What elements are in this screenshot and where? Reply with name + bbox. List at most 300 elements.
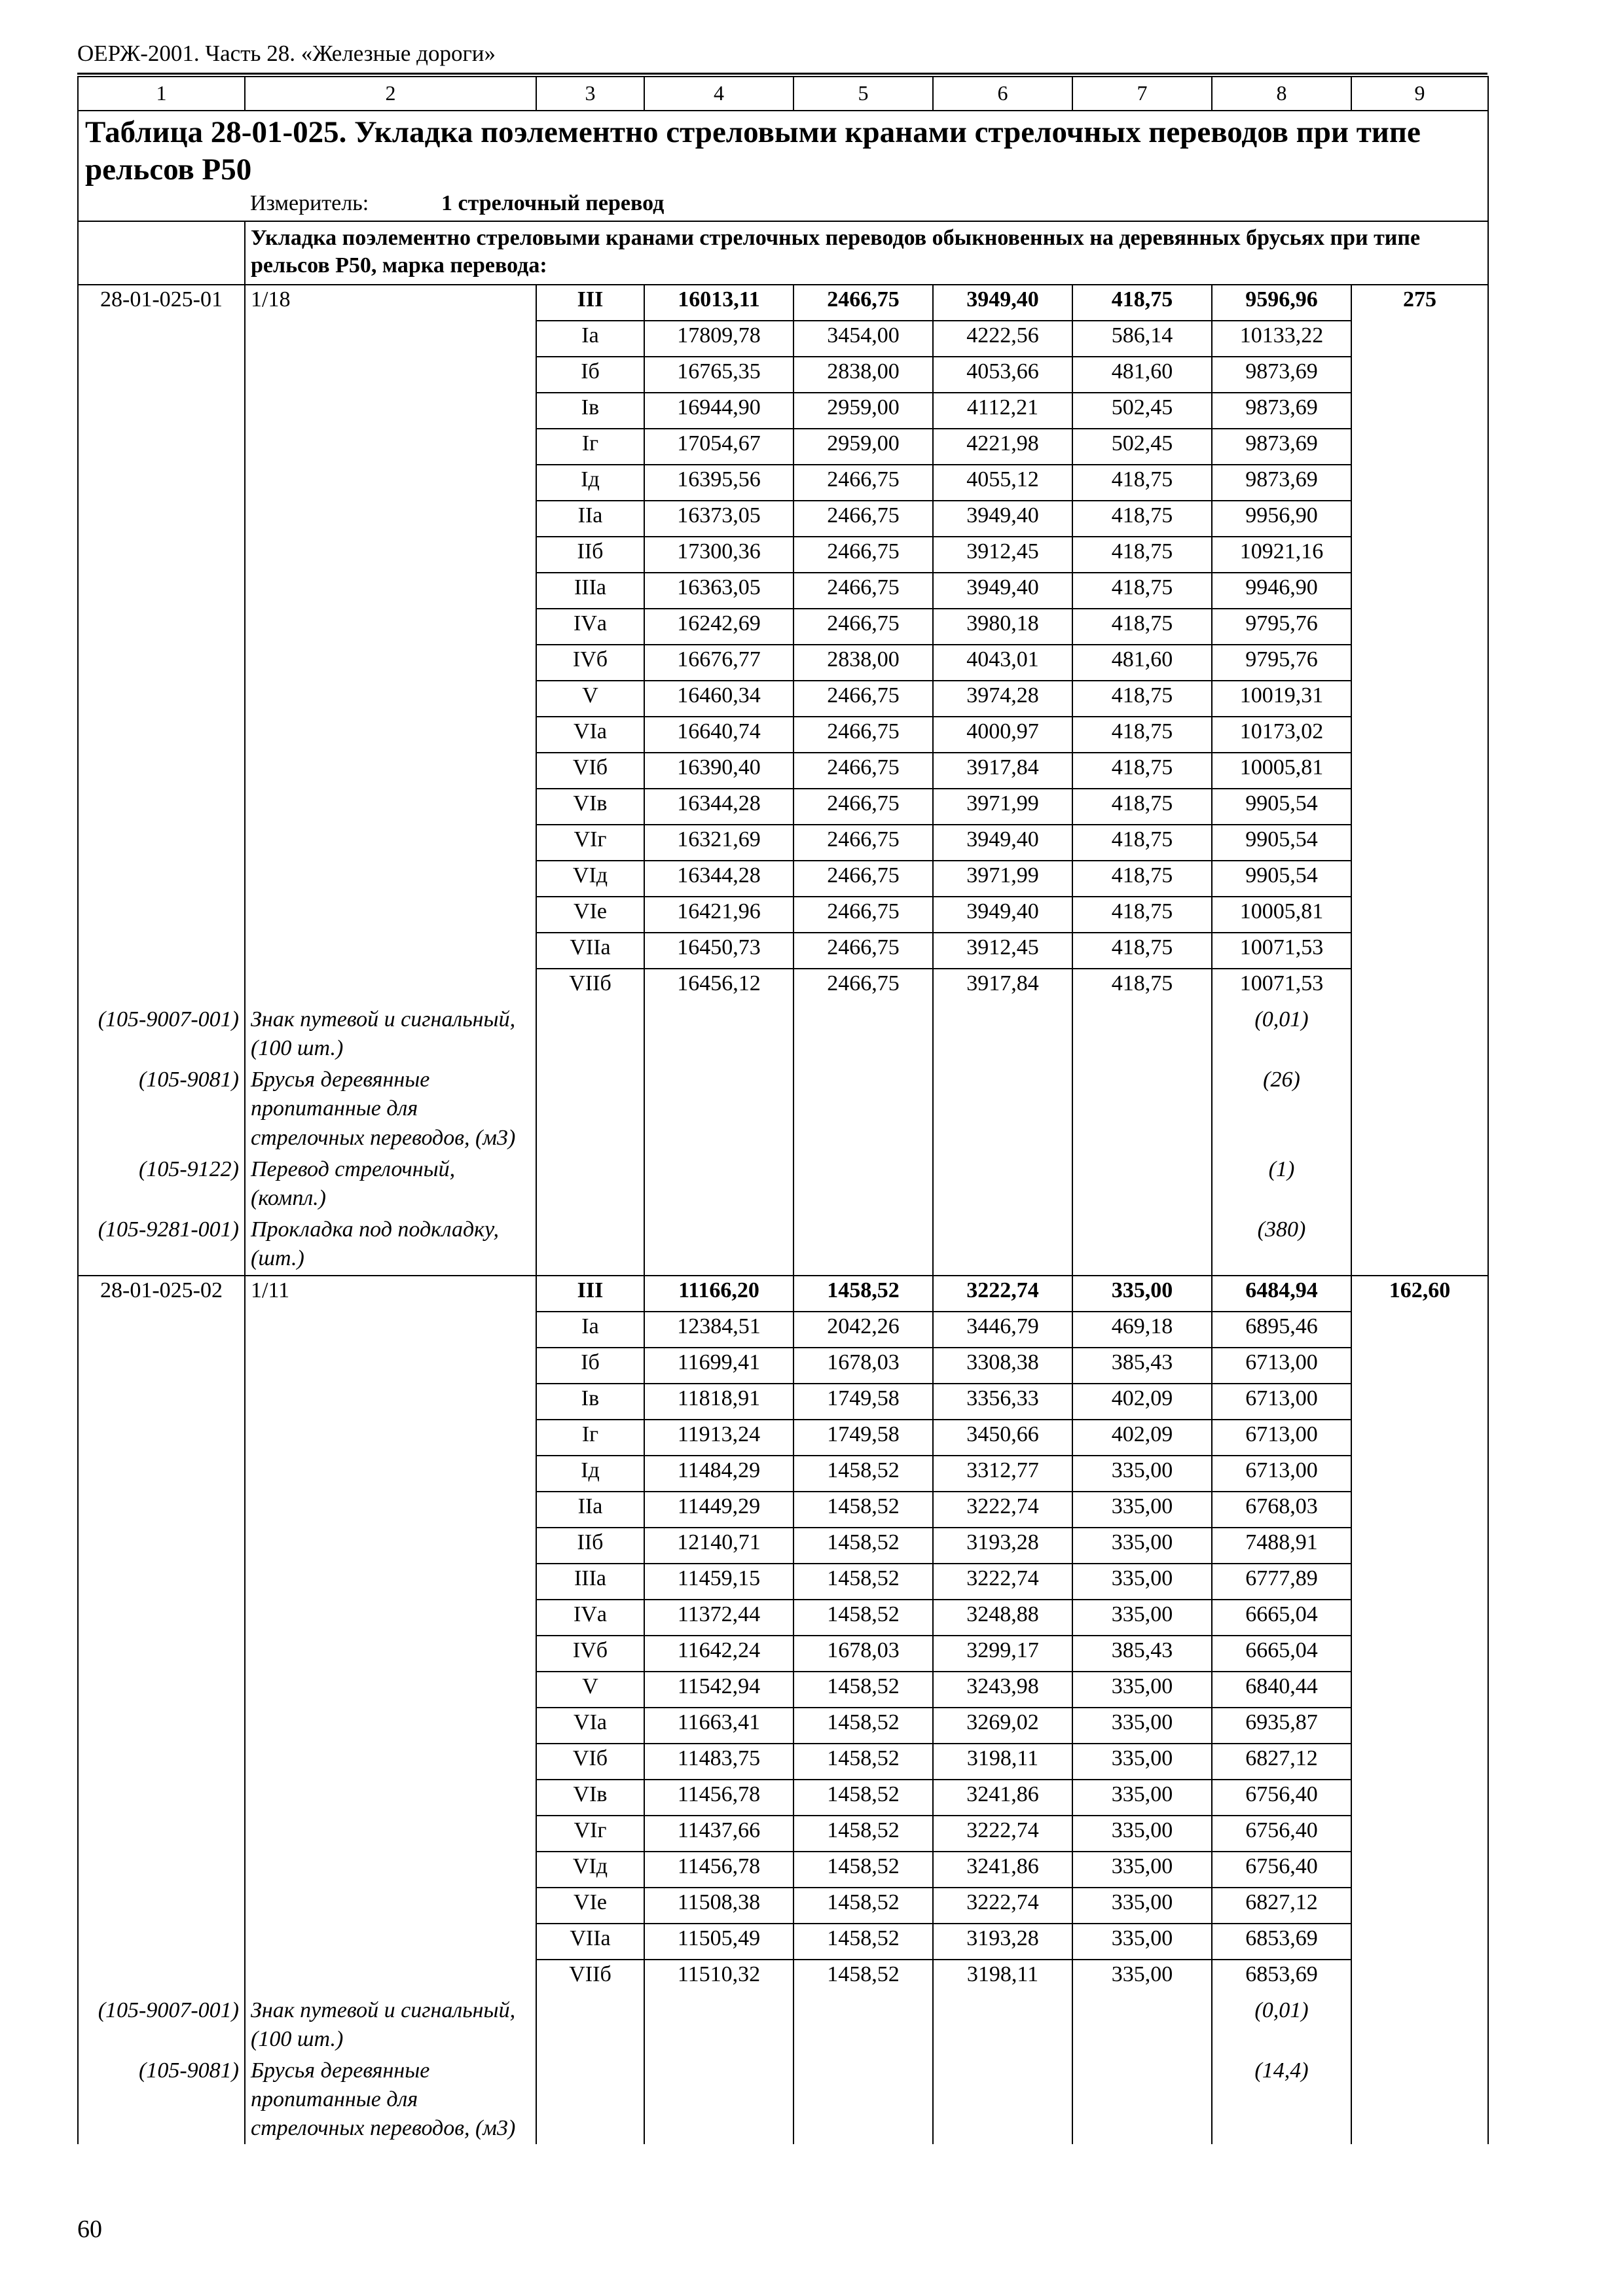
- norm-code-cell: [78, 933, 245, 969]
- table-row: [78, 933, 1488, 969]
- materials-cell: 6827,12: [1212, 1744, 1351, 1780]
- wages-cell: 2466,75: [793, 537, 933, 573]
- machines-cell: 3312,77: [933, 1456, 1072, 1492]
- zone-cell: III: [536, 285, 644, 321]
- switch-mark-cell: [245, 1960, 536, 1995]
- direct-costs-cell: 16676,77: [644, 645, 793, 681]
- table-row: [78, 465, 1488, 501]
- switch-mark-cell: [245, 1420, 536, 1456]
- switch-mark-cell: [245, 1852, 536, 1888]
- norm-code-cell: [78, 861, 245, 897]
- column-number: 9: [1351, 77, 1488, 111]
- empty-cell: [1351, 1995, 1488, 2055]
- machines-cell: 3974,28: [933, 681, 1072, 717]
- table-row: [78, 1420, 1488, 1456]
- norm-code-cell: [78, 825, 245, 861]
- drivers-wages-cell: 418,75: [1072, 861, 1212, 897]
- labor-cost-cell: [1351, 861, 1488, 897]
- zone-cell: VIе: [536, 897, 644, 933]
- labor-cost-cell: [1351, 897, 1488, 933]
- table-row: [78, 681, 1488, 717]
- switch-mark-cell: [245, 1492, 536, 1528]
- empty-cell: [1072, 1995, 1212, 2055]
- empty-cell: [933, 1995, 1072, 2055]
- table-row: [78, 1816, 1488, 1852]
- labor-cost-cell: [1351, 1528, 1488, 1564]
- empty-cell: [793, 1214, 933, 1275]
- zone-cell: IIIа: [536, 1564, 644, 1600]
- zone-cell: VIв: [536, 789, 644, 825]
- zone-cell: VIа: [536, 1708, 644, 1744]
- drivers-wages-cell: 418,75: [1072, 537, 1212, 573]
- zone-cell: IVб: [536, 1636, 644, 1672]
- column-number: 3: [536, 77, 644, 111]
- empty-cell: [933, 1154, 1072, 1214]
- drivers-wages-cell: 469,18: [1072, 1312, 1212, 1348]
- labor-cost-cell: [1351, 969, 1488, 1004]
- materials-cell: 6756,40: [1212, 1816, 1351, 1852]
- table-row: [78, 1888, 1488, 1924]
- direct-costs-cell: 11642,24: [644, 1636, 793, 1672]
- empty-cell: [536, 1004, 644, 1064]
- wages-cell: 2466,75: [793, 501, 933, 537]
- machines-cell: 3980,18: [933, 609, 1072, 645]
- machines-cell: 3198,11: [933, 1744, 1072, 1780]
- direct-costs-cell: 11483,75: [644, 1744, 793, 1780]
- drivers-wages-cell: 335,00: [1072, 1888, 1212, 1924]
- resource-name: Перевод стрелочный, (компл.): [245, 1154, 536, 1214]
- norm-code-cell: [78, 1492, 245, 1528]
- materials-cell: 9905,54: [1212, 789, 1351, 825]
- wages-cell: 1458,52: [793, 1780, 933, 1816]
- norm-code-cell: [78, 573, 245, 609]
- norm-code-cell: [78, 321, 245, 357]
- zone-cell: Iв: [536, 1384, 644, 1420]
- zone-cell: VIIа: [536, 1924, 644, 1960]
- labor-cost-cell: [1351, 1348, 1488, 1384]
- direct-costs-cell: 17809,78: [644, 321, 793, 357]
- column-number: 2: [245, 77, 536, 111]
- norm-code-cell: [78, 429, 245, 465]
- materials-cell: 9946,90: [1212, 573, 1351, 609]
- table-row: [78, 1852, 1488, 1888]
- drivers-wages-cell: 335,00: [1072, 1276, 1212, 1312]
- norm-code-cell: [78, 1744, 245, 1780]
- machines-cell: 3222,74: [933, 1888, 1072, 1924]
- direct-costs-cell: 11699,41: [644, 1348, 793, 1384]
- switch-mark-cell: [245, 1780, 536, 1816]
- labor-cost-cell: [1351, 681, 1488, 717]
- norm-code-cell: [78, 1312, 245, 1348]
- switch-mark-cell: [245, 1456, 536, 1492]
- wages-cell: 1678,03: [793, 1348, 933, 1384]
- wages-cell: 2838,00: [793, 357, 933, 393]
- table-row: [78, 969, 1488, 1004]
- section-title: Укладка поэлементно стреловыми кранами стрелочных переводов обыкновенных на деревянных брусьях при типе рельсов Р50, марка перевода:: [245, 221, 1488, 285]
- machines-cell: 3912,45: [933, 537, 1072, 573]
- table-row: [78, 285, 1488, 321]
- norm-code-cell: [78, 537, 245, 573]
- machines-cell: 3222,74: [933, 1276, 1072, 1312]
- wages-cell: 2466,75: [793, 861, 933, 897]
- drivers-wages-cell: 335,00: [1072, 1564, 1212, 1600]
- empty-cell: [1351, 1154, 1488, 1214]
- drivers-wages-cell: 335,00: [1072, 1924, 1212, 1960]
- empty-cell: [644, 1995, 793, 2055]
- drivers-wages-cell: 418,75: [1072, 753, 1212, 789]
- wages-cell: 1458,52: [793, 1708, 933, 1744]
- drivers-wages-cell: 418,75: [1072, 969, 1212, 1004]
- machines-cell: 4222,56: [933, 321, 1072, 357]
- table-row: [78, 609, 1488, 645]
- direct-costs-cell: 11166,20: [644, 1276, 793, 1312]
- resource-code: (105-9007-001): [78, 1004, 245, 1064]
- direct-costs-cell: 16344,28: [644, 789, 793, 825]
- empty-cell: [536, 1064, 644, 1154]
- direct-costs-cell: 17300,36: [644, 537, 793, 573]
- switch-mark-cell: [245, 1708, 536, 1744]
- drivers-wages-cell: 385,43: [1072, 1348, 1212, 1384]
- table-title: Таблица 28-01-025. Укладка поэлементно стреловыми кранами стрелочных переводов при типе рельсов Р50: [78, 111, 1488, 189]
- drivers-wages-cell: 502,45: [1072, 429, 1212, 465]
- empty-cell: [644, 2055, 793, 2145]
- machines-cell: 4043,01: [933, 645, 1072, 681]
- switch-mark-cell: [245, 537, 536, 573]
- machines-cell: 3198,11: [933, 1960, 1072, 1995]
- labor-cost-cell: [1351, 1636, 1488, 1672]
- norm-code-cell: [78, 1816, 245, 1852]
- materials-cell: 9873,69: [1212, 357, 1351, 393]
- drivers-wages-cell: 335,00: [1072, 1852, 1212, 1888]
- labor-cost-cell: [1351, 393, 1488, 429]
- zone-cell: IVб: [536, 645, 644, 681]
- switch-mark-cell: [245, 1564, 536, 1600]
- machines-cell: 3248,88: [933, 1600, 1072, 1636]
- materials-cell: 6756,40: [1212, 1852, 1351, 1888]
- zone-cell: Iд: [536, 1456, 644, 1492]
- wages-cell: 2042,26: [793, 1312, 933, 1348]
- switch-mark-cell: [245, 1384, 536, 1420]
- zone-cell: VIд: [536, 861, 644, 897]
- zone-cell: IVа: [536, 609, 644, 645]
- table-row: [78, 1384, 1488, 1420]
- empty-cell: [1072, 1214, 1212, 1275]
- switch-mark-cell: [245, 609, 536, 645]
- direct-costs-cell: 11484,29: [644, 1456, 793, 1492]
- labor-cost-cell: [1351, 1816, 1488, 1852]
- zone-cell: IIб: [536, 537, 644, 573]
- machines-cell: 3243,98: [933, 1672, 1072, 1708]
- materials-cell: 6713,00: [1212, 1384, 1351, 1420]
- table-row: [78, 645, 1488, 681]
- machines-cell: 3971,99: [933, 861, 1072, 897]
- empty-cell: [1351, 1064, 1488, 1154]
- wages-cell: 2466,75: [793, 897, 933, 933]
- norm-code-cell: [78, 1708, 245, 1744]
- resource-quantity: (1): [1212, 1154, 1351, 1214]
- switch-mark-cell: [245, 861, 536, 897]
- materials-cell: 6840,44: [1212, 1672, 1351, 1708]
- zone-cell: IIб: [536, 1528, 644, 1564]
- table-row: [78, 1528, 1488, 1564]
- wages-cell: 1458,52: [793, 1672, 933, 1708]
- table-row: [78, 1708, 1488, 1744]
- labor-cost-cell: [1351, 609, 1488, 645]
- machines-cell: 3269,02: [933, 1708, 1072, 1744]
- wages-cell: 2466,75: [793, 717, 933, 753]
- header-divider: [77, 73, 1487, 75]
- zone-cell: VIб: [536, 753, 644, 789]
- resource-name: Брусья деревянные пропитанные для стрелочных переводов, (м3): [245, 2055, 536, 2145]
- direct-costs-cell: 16242,69: [644, 609, 793, 645]
- zone-cell: Iа: [536, 1312, 644, 1348]
- wages-cell: 2959,00: [793, 429, 933, 465]
- switch-mark-cell: [245, 1744, 536, 1780]
- machines-cell: 3241,86: [933, 1852, 1072, 1888]
- switch-mark-cell: [245, 897, 536, 933]
- switch-mark-cell: [245, 645, 536, 681]
- zone-cell: Iд: [536, 465, 644, 501]
- direct-costs-cell: 11456,78: [644, 1780, 793, 1816]
- machines-cell: 3949,40: [933, 573, 1072, 609]
- labor-cost-cell: [1351, 1312, 1488, 1348]
- materials-cell: 6756,40: [1212, 1780, 1351, 1816]
- materials-cell: 9795,76: [1212, 609, 1351, 645]
- empty-cell: [793, 1064, 933, 1154]
- drivers-wages-cell: 481,60: [1072, 357, 1212, 393]
- resource-row: [78, 1154, 1488, 1214]
- zone-cell: IIа: [536, 501, 644, 537]
- materials-cell: 10019,31: [1212, 681, 1351, 717]
- machines-cell: 3917,84: [933, 969, 1072, 1004]
- machines-cell: 3222,74: [933, 1492, 1072, 1528]
- table-row: [78, 1600, 1488, 1636]
- direct-costs-cell: 16944,90: [644, 393, 793, 429]
- table-row: [78, 1276, 1488, 1312]
- direct-costs-cell: 11508,38: [644, 1888, 793, 1924]
- drivers-wages-cell: 418,75: [1072, 825, 1212, 861]
- zone-cell: VIе: [536, 1888, 644, 1924]
- empty-cell: [536, 1214, 644, 1275]
- table-row: [78, 393, 1488, 429]
- wages-cell: 1458,52: [793, 1852, 933, 1888]
- section-row: [78, 221, 1488, 285]
- direct-costs-cell: 16460,34: [644, 681, 793, 717]
- norm-code-cell: [78, 1528, 245, 1564]
- norm-code-cell: [78, 357, 245, 393]
- empty-cell: [644, 1214, 793, 1275]
- drivers-wages-cell: 335,00: [1072, 1708, 1212, 1744]
- table-row: [78, 861, 1488, 897]
- empty-cell: [644, 1064, 793, 1154]
- norm-code-cell: 28-01-025-01: [78, 285, 245, 321]
- switch-mark-cell: [245, 789, 536, 825]
- table-row: [78, 825, 1488, 861]
- resource-name: Брусья деревянные пропитанные для стрелочных переводов, (м3): [245, 1064, 536, 1154]
- direct-costs-cell: 16456,12: [644, 969, 793, 1004]
- table-row: [78, 429, 1488, 465]
- switch-mark-cell: [245, 357, 536, 393]
- drivers-wages-cell: 335,00: [1072, 1600, 1212, 1636]
- empty-cell: [1072, 1004, 1212, 1064]
- labor-cost-cell: [1351, 1744, 1488, 1780]
- drivers-wages-cell: 335,00: [1072, 1528, 1212, 1564]
- resource-code: (105-9081): [78, 2055, 245, 2145]
- machines-cell: 3949,40: [933, 825, 1072, 861]
- direct-costs-cell: 12140,71: [644, 1528, 793, 1564]
- switch-mark-cell: [245, 1528, 536, 1564]
- drivers-wages-cell: 418,75: [1072, 897, 1212, 933]
- wages-cell: 1458,52: [793, 1564, 933, 1600]
- zone-cell: Iг: [536, 429, 644, 465]
- norm-code-cell: [78, 1672, 245, 1708]
- materials-cell: 6665,04: [1212, 1636, 1351, 1672]
- labor-cost-cell: [1351, 573, 1488, 609]
- resource-name: Знак путевой и сигнальный, (100 шт.): [245, 1004, 536, 1064]
- direct-costs-cell: 16344,28: [644, 861, 793, 897]
- wages-cell: 1458,52: [793, 1960, 933, 1995]
- empty-cell: [536, 1154, 644, 1214]
- column-number: 7: [1072, 77, 1212, 111]
- norm-code-cell: [78, 897, 245, 933]
- materials-cell: 10071,53: [1212, 933, 1351, 969]
- norm-code-cell: [78, 1636, 245, 1672]
- table-row: [78, 1312, 1488, 1348]
- drivers-wages-cell: 418,75: [1072, 681, 1212, 717]
- norm-code-cell: [78, 969, 245, 1004]
- drivers-wages-cell: 335,00: [1072, 1780, 1212, 1816]
- resource-code: (105-9007-001): [78, 1995, 245, 2055]
- switch-mark-cell: 1/11: [245, 1276, 536, 1312]
- wages-cell: 2466,75: [793, 573, 933, 609]
- drivers-wages-cell: 402,09: [1072, 1420, 1212, 1456]
- labor-cost-cell: [1351, 1492, 1488, 1528]
- labor-cost-cell: [1351, 1420, 1488, 1456]
- labor-cost-cell: [1351, 537, 1488, 573]
- wages-cell: 2466,75: [793, 681, 933, 717]
- norm-code-cell: [78, 1420, 245, 1456]
- switch-mark-cell: [245, 933, 536, 969]
- machines-cell: 3356,33: [933, 1384, 1072, 1420]
- meter-row: [78, 189, 1488, 221]
- machines-cell: 3222,74: [933, 1816, 1072, 1852]
- wages-cell: 1458,52: [793, 1816, 933, 1852]
- table-row: [78, 321, 1488, 357]
- direct-costs-cell: 11510,32: [644, 1960, 793, 1995]
- labor-cost-cell: [1351, 357, 1488, 393]
- norm-code-cell: [78, 1384, 245, 1420]
- table-row: [78, 1960, 1488, 1995]
- wages-cell: 2466,75: [793, 969, 933, 1004]
- zone-cell: VIIа: [536, 933, 644, 969]
- empty-cell: [793, 2055, 933, 2145]
- direct-costs-cell: 11913,24: [644, 1420, 793, 1456]
- switch-mark-cell: [245, 1312, 536, 1348]
- empty-cell: [1072, 1154, 1212, 1214]
- norm-code-cell: [78, 465, 245, 501]
- norm-code-cell: [78, 393, 245, 429]
- norm-code-cell: [78, 1564, 245, 1600]
- empty-cell: [1351, 1214, 1488, 1275]
- machines-cell: 3450,66: [933, 1420, 1072, 1456]
- direct-costs-cell: 16395,56: [644, 465, 793, 501]
- norm-code-cell: [78, 681, 245, 717]
- labor-cost-cell: [1351, 1924, 1488, 1960]
- zone-cell: VIг: [536, 1816, 644, 1852]
- wages-cell: 3454,00: [793, 321, 933, 357]
- drivers-wages-cell: 418,75: [1072, 573, 1212, 609]
- column-number-row: [78, 77, 1488, 111]
- machines-cell: 3193,28: [933, 1924, 1072, 1960]
- labor-cost-cell: [1351, 1456, 1488, 1492]
- wages-cell: 2466,75: [793, 609, 933, 645]
- empty-cell: [644, 1154, 793, 1214]
- wages-cell: 2466,75: [793, 825, 933, 861]
- resource-code: (105-9281-001): [78, 1214, 245, 1275]
- zone-cell: V: [536, 681, 644, 717]
- switch-mark-cell: 1/18: [245, 285, 536, 321]
- switch-mark-cell: [245, 1816, 536, 1852]
- norm-code-cell: [78, 609, 245, 645]
- direct-costs-cell: 16363,05: [644, 573, 793, 609]
- norms-table: [77, 76, 1489, 2144]
- meter-value: 1 стрелочный перевод: [441, 190, 665, 215]
- materials-cell: 10071,53: [1212, 969, 1351, 1004]
- materials-cell: 10133,22: [1212, 321, 1351, 357]
- resource-quantity: (26): [1212, 1064, 1351, 1154]
- switch-mark-cell: [245, 1672, 536, 1708]
- wages-cell: 2466,75: [793, 933, 933, 969]
- direct-costs-cell: 16765,35: [644, 357, 793, 393]
- direct-costs-cell: 11663,41: [644, 1708, 793, 1744]
- switch-mark-cell: [245, 753, 536, 789]
- empty-cell: [644, 1004, 793, 1064]
- labor-cost-cell: [1351, 1780, 1488, 1816]
- drivers-wages-cell: 418,75: [1072, 933, 1212, 969]
- direct-costs-cell: 16640,74: [644, 717, 793, 753]
- norm-code-cell: [78, 1600, 245, 1636]
- table-title-row: [78, 111, 1488, 189]
- labor-cost-cell: [1351, 321, 1488, 357]
- materials-cell: 9795,76: [1212, 645, 1351, 681]
- machines-cell: 4112,21: [933, 393, 1072, 429]
- norm-code-cell: [78, 1852, 245, 1888]
- labor-cost-cell: [1351, 501, 1488, 537]
- zone-cell: Iб: [536, 1348, 644, 1384]
- table-row: [78, 1780, 1488, 1816]
- materials-cell: 9873,69: [1212, 465, 1351, 501]
- switch-mark-cell: [245, 681, 536, 717]
- labor-cost-cell: [1351, 933, 1488, 969]
- materials-cell: 10921,16: [1212, 537, 1351, 573]
- table-row: [78, 753, 1488, 789]
- column-number: 5: [793, 77, 933, 111]
- machines-cell: 3193,28: [933, 1528, 1072, 1564]
- labor-cost-cell: [1351, 1888, 1488, 1924]
- resource-quantity: (0,01): [1212, 1995, 1351, 2055]
- materials-cell: 6895,46: [1212, 1312, 1351, 1348]
- materials-cell: 6777,89: [1212, 1564, 1351, 1600]
- empty-cell: [1351, 2055, 1488, 2145]
- machines-cell: 4000,97: [933, 717, 1072, 753]
- norm-code-cell: [78, 1780, 245, 1816]
- machines-cell: 3222,74: [933, 1564, 1072, 1600]
- drivers-wages-cell: 335,00: [1072, 1492, 1212, 1528]
- table-row: [78, 1456, 1488, 1492]
- page-number: 60: [77, 2215, 102, 2243]
- wages-cell: 1458,52: [793, 1492, 933, 1528]
- wages-cell: 1458,52: [793, 1924, 933, 1960]
